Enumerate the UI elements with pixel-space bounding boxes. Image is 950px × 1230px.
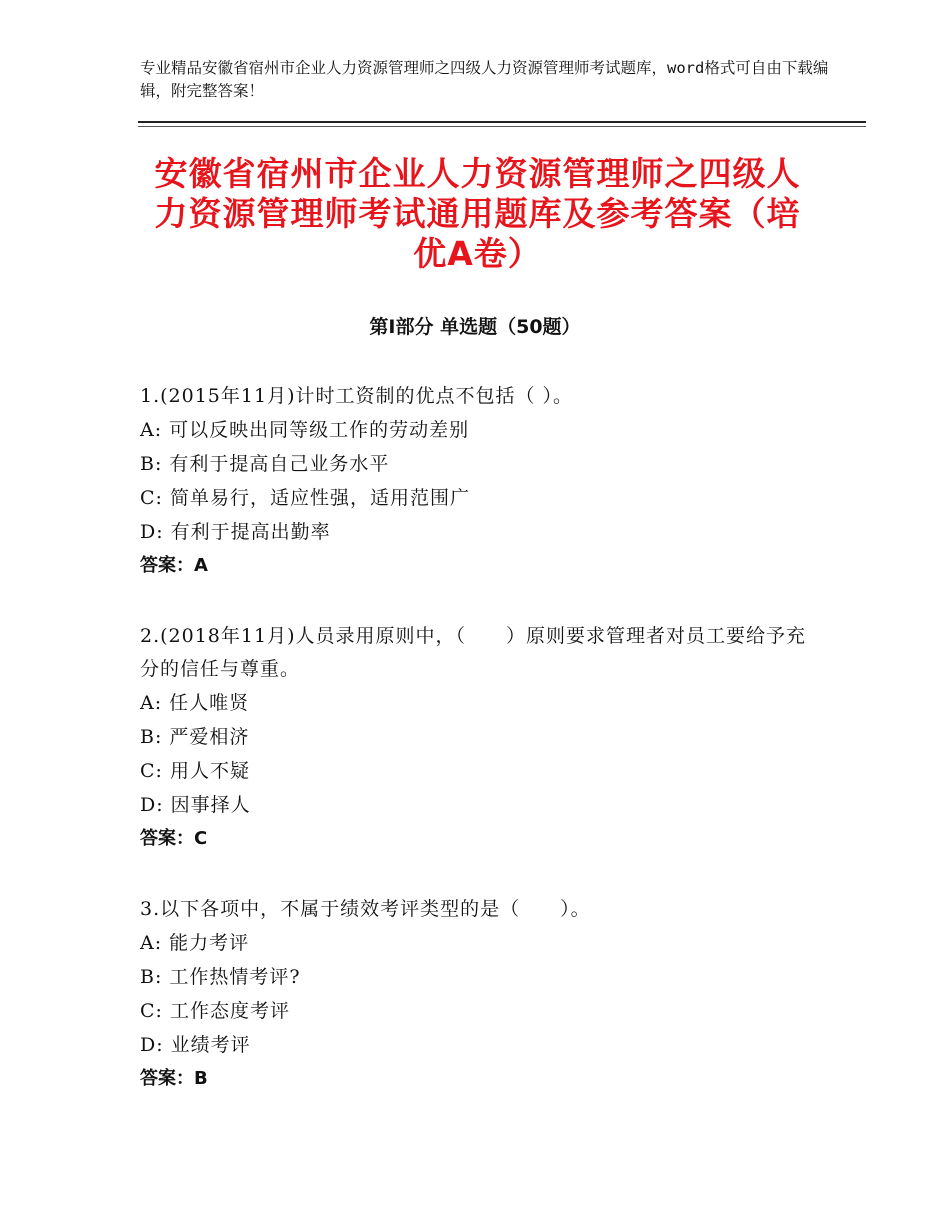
option-a: A: 可以反映出同等级工作的劳动差别 <box>140 419 470 441</box>
answer: 答案：B <box>140 1068 208 1089</box>
question-stem: 2.(2018年11月)人员录用原则中，（ ）原则要求管理者对员工要给予充分的信任与尊重。 <box>140 625 806 680</box>
answer: 答案：C <box>140 828 208 849</box>
header-divider-thin <box>138 126 866 127</box>
answer: 答案：A <box>140 555 208 576</box>
question-2 <box>140 620 820 856</box>
option-d: D: 因事择人 <box>140 794 251 816</box>
option-d: D: 有利于提高出勤率 <box>140 521 331 543</box>
option-b: B: 严爱相济 <box>140 726 250 748</box>
option-c: C: 工作态度考评 <box>140 1000 290 1022</box>
option-b: B: 工作热情考评? <box>140 966 301 988</box>
question-stem: 3.以下各项中，不属于绩效考评类型的是（ ）。 <box>140 898 591 920</box>
question-stem: 1.(2015年11月)计时工资制的优点不包括（ ）。 <box>140 385 574 407</box>
document-title: 安徽省宿州市企业人力资源管理师之四级人力资源管理师考试通用题库及参考答案（培优A卷） <box>154 154 801 273</box>
header-divider-thick <box>138 121 866 123</box>
option-d: D: 业绩考评 <box>140 1034 251 1056</box>
header-note: 专业精品安徽省宿州市企业人力资源管理师之四级人力资源管理师考试题库，word格式可自由下载编辑，附完整答案！ <box>140 59 829 100</box>
option-a: A: 任人唯贤 <box>140 692 250 714</box>
option-c: C: 简单易行，适应性强，适用范围广 <box>140 487 470 509</box>
option-a: A: 能力考评 <box>140 932 250 954</box>
option-c: C: 用人不疑 <box>140 760 250 782</box>
question-1 <box>140 380 820 583</box>
section-title: 第Ⅰ部分 单选题（50题） <box>369 316 581 338</box>
option-b: B: 有利于提高自己业务水平 <box>140 453 390 475</box>
question-3 <box>140 893 820 1096</box>
